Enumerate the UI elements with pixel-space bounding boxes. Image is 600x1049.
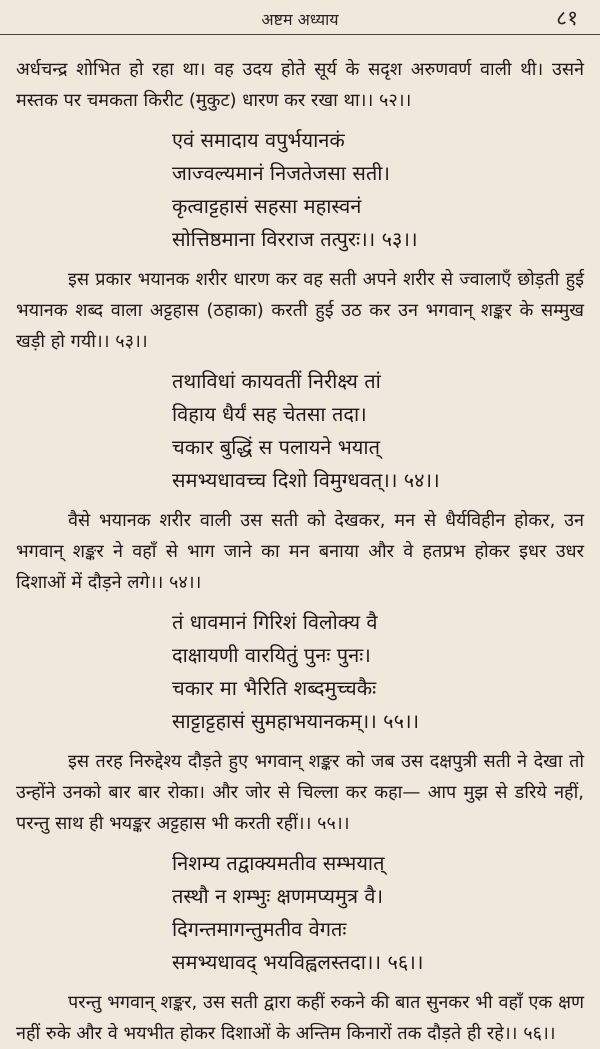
verse-line: निशम्य तद्वाक्यमतीव सम्भयात्: [172, 851, 385, 875]
verse-line: दाक्षायणी वारयितुं पुनः पुनः।: [172, 643, 371, 667]
sanskrit-verse: [0, 365, 600, 497]
verse-line: साट्टाट्टहासं सुमहाभयानकम्।। ५५।।: [172, 709, 420, 733]
verse-line: चकार मा भैरिति शब्दमुच्चकैः: [172, 676, 377, 700]
header-rule: [0, 34, 600, 35]
verse-line: सोत्तिष्ठमाना विरराज तत्पुरः।। ५३।।: [172, 227, 418, 251]
commentary-paragraph: वैसे भयानक शरीर वाली उस सती को देखकर, मन से धैर्यविहीन होकर, उन भगवान् शङ्कर ने वहाँ से भाग जाने का मन बनाया और वे हतप्रभ होकर इधर उधर दिशाओं में दौड़ने लगे।। ५४।।: [16, 510, 584, 593]
sanskrit-verse: [0, 606, 600, 738]
verse-line: तस्थौ न शम्भुः क्षणमप्यमुत्र वै।: [172, 884, 384, 908]
verse-line: विहाय धैर्यं सह चेतसा तदा।: [172, 402, 367, 426]
verse-line: तं धावमानं गिरिशं विलोक्य वै: [172, 610, 378, 634]
verse-line: जाज्वल्यमानं निजतेजसा सती।: [172, 161, 391, 185]
verse-line: एवं समादाय वपुर्भयानकं: [172, 128, 345, 152]
sanskrit-verse: [0, 124, 600, 256]
verse-line: समभ्यधावद् भयविह्वलस्तदा।। ५६।।: [172, 950, 424, 974]
verse-line: चकार बुद्धिं स पलायने भयात्: [172, 435, 380, 459]
commentary-paragraph: इस प्रकार भयानक शरीर धारण कर वह सती अपने शरीर से ज्वालाएँ छोड़ती हुई भयानक शब्द वाला अट्टहास (ठहाका) करती हुई उठ कर उन भगवान् शङ्कर के सम्मुख खड़ी हो गयी।। ५३।।: [16, 269, 584, 352]
page-number: ८१: [556, 6, 578, 30]
sanskrit-verse: [0, 847, 600, 979]
commentary-paragraph: अर्धचन्द्र शोभित हो रहा था। वह उदय होते सूर्य के सदृश अरुणवर्ण वाली थी। उसने मस्तक पर चमकता किरीट (मुकुट) धारण कर रखा था।। ५२।।: [16, 59, 584, 111]
verse-line: समभ्यधावच्च दिशो विमुग्धवत्।। ५४।।: [172, 468, 440, 492]
chapter-title: अष्टम अध्याय: [261, 10, 339, 29]
commentary-paragraph: इस तरह निरुद्देश्य दौड़ते हुए भगवान् शङ्कर को जब उस दक्षपुत्री सती ने देखा तो उन्होंने उनको बार बार रोका। और जोर से चिल्ला कर कहा— आप मुझ से डरिये नहीं, परन्तु साथ ही भयङ्कर अट्टहास भी करती रहीं।। ५५।।: [16, 751, 584, 834]
commentary-paragraph: परन्तु भगवान् शङ्कर, उस सती द्वारा कहीं रुकने की बात सुनकर भी वहाँ एक क्षण नहीं रुके और वे भयभीत होकर दिशाओं के अन्तिम किनारों तक दौड़ते ही रहे।। ५६।।: [16, 992, 584, 1044]
verse-line: कृत्वाट्टहासं सहसा महास्वनं: [172, 194, 362, 218]
page-header: [0, 4, 600, 34]
verse-line: दिगन्तमागन्तुमतीव वेगतः: [172, 917, 347, 941]
verse-line: तथाविधां कायवतीं निरीक्ष्य तां: [172, 369, 381, 393]
page-body: [0, 54, 600, 1049]
